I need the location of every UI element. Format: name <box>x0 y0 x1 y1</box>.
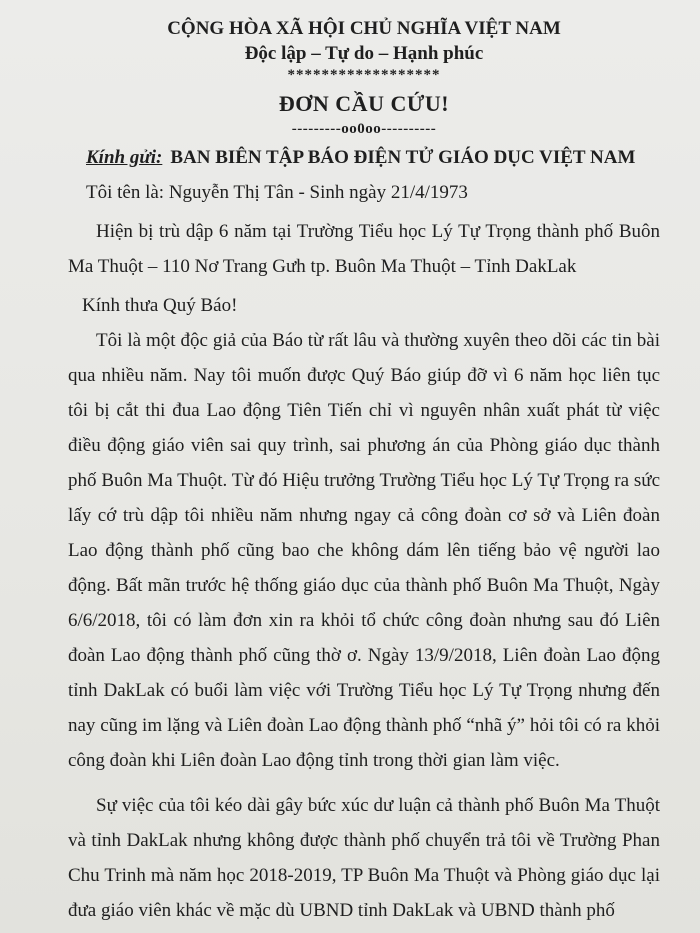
document-title: ĐƠN CẦU CỨU! <box>278 91 450 116</box>
nation-heading: CỘNG HÒA XÃ HỘI CHỦ NGHĨA VIỆT NAM <box>167 18 561 39</box>
paragraph-workplace: Hiện bị trù dập 6 năm tại Trường Tiểu học Lý Tự Trọng thành phố Buôn Ma Thuột – 110 Nơ Trang Gưh tp. Buôn Ma Thuột – Tỉnh DakLak <box>68 221 660 277</box>
motto: Độc lập – Tự do – Hạnh phúc <box>244 43 484 64</box>
recipient-name: BAN BIÊN TẬP BÁO ĐIỆN TỬ GIÁO DỤC VIỆT NAM <box>170 147 636 168</box>
star-divider: ****************** <box>287 67 441 83</box>
intro-line: Tôi tên là: Nguyễn Thị Tân - Sinh ngày 21/4/1973 <box>86 182 468 203</box>
recipient-lead: Kính gửi: <box>86 147 163 168</box>
recipient-line <box>68 144 660 172</box>
greeting: Kính thưa Quý Báo! <box>82 295 238 316</box>
ornament-divider: ---------oo0oo---------- <box>291 121 437 137</box>
paragraph-followup: Sự việc của tôi kéo dài gây bức xúc dư luận cả thành phố Buôn Ma Thuột và tỉnh DakLak nhưng không được thành phố chuyển trả tôi về Trường Phan Chu Trinh mà năm học 2018-2019, TP Buôn Ma Thuột và Phòng giáo dục lại đưa giáo viên khác về mặc dù UBND tỉnh DakLak và UBND thành phố <box>68 795 660 921</box>
paragraph-complaint: Tôi là một độc giả của Báo từ rất lâu và thường xuyên theo dõi các tin bài qua nhiều năm. Nay tôi muốn được Quý Báo giúp đỡ vì 6 năm học liên tục tôi bị cắt thi đua Lao động Tiên Tiến chỉ vì nguyên nhân xuất phát từ việc điều động giáo viên sai quy trình, sai phương án của Phòng giáo dục thành phố Buôn Ma Thuột. Từ đó Hiệu trưởng Trường Tiểu học Lý Tự Trọng ra sức lấy cớ trù dập tôi nhiều năm nhưng ngay cả công đoàn cơ sở và Liên đoàn Lao động thành phố cũng bao che không dám lên tiếng bảo vệ người lao động. Bất mãn trước hệ thống giáo dục của thành phố Buôn Ma Thuột, Ngày 6/6/2018, tôi có làm đơn xin ra khỏi tổ chức công đoàn nhưng sau đó Liên đoàn Lao động thành phố cũng thờ ơ. Ngày 13/9/2018, Liên đoàn Lao động tỉnh DakLak có buổi làm việc với Trường Tiểu học Lý Tự Trọng nhưng đến nay cũng im lặng và Liên đoàn Lao động thành phố “nhã ý” hỏi tôi có ra khỏi công đoàn khi Liên đoàn Lao động tỉnh trong thời gian làm việc. <box>68 330 660 771</box>
